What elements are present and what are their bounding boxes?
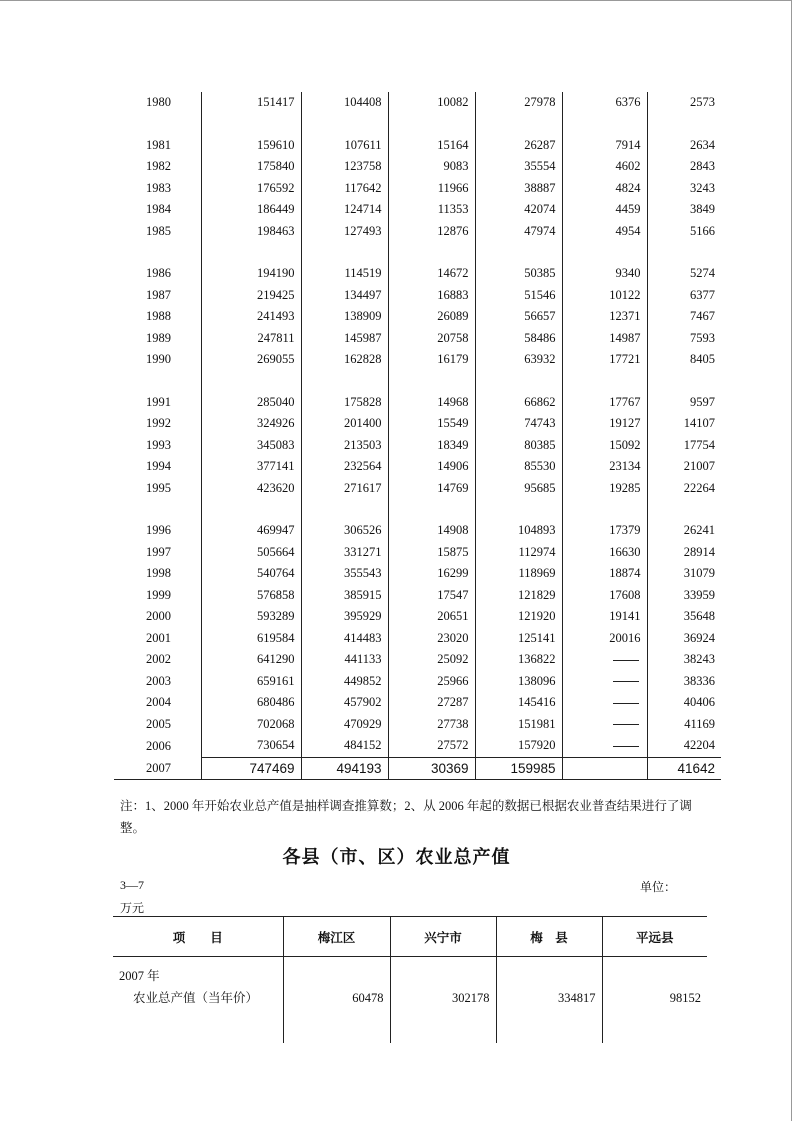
table-row <box>114 285 721 307</box>
year-cell: 1984 <box>146 202 171 217</box>
value-cell: 117642 <box>301 178 388 200</box>
spacer-cell <box>647 114 721 135</box>
value-cell: 159610 <box>201 135 301 157</box>
value-cell: 27978 <box>475 92 562 114</box>
value-cell: 38336 <box>647 671 721 693</box>
dash-mark <box>613 703 639 704</box>
value-cell: 201400 <box>301 413 388 435</box>
value-cell: 123758 <box>301 156 388 178</box>
year-cell: 1998 <box>146 566 171 581</box>
spacer-cell <box>114 114 201 135</box>
table-row <box>114 456 721 478</box>
value-cell: 331271 <box>301 542 388 564</box>
table-row <box>114 585 721 607</box>
value-cell: 58486 <box>475 328 562 350</box>
value-cell: 659161 <box>201 671 301 693</box>
year-cell: 1985 <box>146 223 171 238</box>
value-cell: 576858 <box>201 585 301 607</box>
value-cell: 25092 <box>388 649 475 671</box>
value-cell: 18349 <box>388 435 475 457</box>
value-cell: 4602 <box>562 156 647 178</box>
value-cell: 28914 <box>647 542 721 564</box>
value-cell: 22264 <box>647 478 721 500</box>
table-row <box>114 199 721 221</box>
table-row <box>114 542 721 564</box>
year-cell: 2007 <box>114 757 201 780</box>
value-xingning: 302178 <box>390 957 496 1044</box>
value-cell: 385915 <box>301 585 388 607</box>
value-cell: 36924 <box>647 628 721 650</box>
spacer-cell <box>301 242 388 263</box>
unit-value: 万元 <box>120 901 145 915</box>
value-cell: 619584 <box>201 628 301 650</box>
year-cell: 1980 <box>146 95 171 110</box>
value-cell: 285040 <box>201 392 301 414</box>
table-row <box>114 349 721 371</box>
value-cell: 38887 <box>475 178 562 200</box>
value-cell: 2843 <box>647 156 721 178</box>
value-cell: 198463 <box>201 221 301 243</box>
value-cell: 162828 <box>301 349 388 371</box>
year-cell: 2000 <box>146 609 171 624</box>
row-label-cell <box>113 957 283 1044</box>
value-cell: 14968 <box>388 392 475 414</box>
value-cell: 9083 <box>388 156 475 178</box>
year-cell: 1993 <box>146 437 171 452</box>
value-cell <box>562 735 647 757</box>
value-cell: 134497 <box>301 285 388 307</box>
row-label: 农业总产值（当年价） <box>133 991 259 1005</box>
value-cell: 232564 <box>301 456 388 478</box>
value-cell: 23134 <box>562 456 647 478</box>
value-cell: 12876 <box>388 221 475 243</box>
value-cell: 21007 <box>647 456 721 478</box>
county-output-table <box>113 916 707 1043</box>
value-cell: 145416 <box>475 692 562 714</box>
value-cell: 107611 <box>301 135 388 157</box>
value-cell: 127493 <box>301 221 388 243</box>
value-cell: 7467 <box>647 306 721 328</box>
row-group-label: 2007 年 <box>119 969 160 983</box>
year-cell: 1991 <box>146 394 171 409</box>
value-cell: 63932 <box>475 349 562 371</box>
spacer-cell <box>301 371 388 392</box>
value-cell: 74743 <box>475 413 562 435</box>
value-cell: 441133 <box>301 649 388 671</box>
value-cell: 66862 <box>475 392 562 414</box>
spacer-cell <box>114 242 201 263</box>
year-cell: 1983 <box>146 180 171 195</box>
value-cell: 484152 <box>301 735 388 757</box>
value-cell: 3849 <box>647 199 721 221</box>
value-cell <box>562 649 647 671</box>
value-cell: 41169 <box>647 714 721 736</box>
year-cell: 2001 <box>146 630 171 645</box>
dash-mark <box>613 681 639 682</box>
value-cell: 47974 <box>475 221 562 243</box>
table-row <box>114 135 721 157</box>
table-row <box>114 478 721 500</box>
value-cell: 702068 <box>201 714 301 736</box>
value-cell <box>562 757 647 780</box>
value-cell <box>562 714 647 736</box>
value-cell: 17754 <box>647 435 721 457</box>
year-cell: 1995 <box>146 480 171 495</box>
table-note: 注：1、2000 年开始农业总产值是抽样调查推算数；2、从 2006 年起的数据已根据农业普查结果进行了调整。 <box>120 799 692 835</box>
year-cell: 2002 <box>146 652 171 667</box>
value-cell: 151981 <box>475 714 562 736</box>
table-row <box>114 628 721 650</box>
year-cell: 1994 <box>146 459 171 474</box>
table-row <box>114 328 721 350</box>
value-cell <box>562 692 647 714</box>
value-cell: 5166 <box>647 221 721 243</box>
value-cell: 194190 <box>201 263 301 285</box>
value-cell: 16299 <box>388 563 475 585</box>
value-cell: 324926 <box>201 413 301 435</box>
value-cell: 355543 <box>301 563 388 585</box>
value-cell: 14672 <box>388 263 475 285</box>
value-cell: 20651 <box>388 606 475 628</box>
year-cell: 1999 <box>146 587 171 602</box>
value-cell: 85530 <box>475 456 562 478</box>
year-cell: 1992 <box>146 416 171 431</box>
value-cell: 16883 <box>388 285 475 307</box>
value-cell: 505664 <box>201 542 301 564</box>
value-cell: 125141 <box>475 628 562 650</box>
table-row <box>114 735 721 757</box>
value-cell: 175840 <box>201 156 301 178</box>
spacer-cell <box>114 371 201 392</box>
spacer-cell <box>562 242 647 263</box>
value-cell: 423620 <box>201 478 301 500</box>
year-cell: 2004 <box>146 695 171 710</box>
value-cell: 15875 <box>388 542 475 564</box>
table-row <box>114 757 721 780</box>
value-cell: 38243 <box>647 649 721 671</box>
value-cell: 306526 <box>301 520 388 542</box>
dash-mark <box>613 746 639 747</box>
value-cell: 157920 <box>475 735 562 757</box>
table-row <box>114 178 721 200</box>
value-cell: 104893 <box>475 520 562 542</box>
year-cell: 2005 <box>146 716 171 731</box>
value-cell: 345083 <box>201 435 301 457</box>
spacer-cell <box>647 371 721 392</box>
value-cell: 449852 <box>301 671 388 693</box>
spacer-cell <box>388 114 475 135</box>
value-cell: 213503 <box>301 435 388 457</box>
value-cell: 747469 <box>201 757 301 780</box>
value-cell: 95685 <box>475 478 562 500</box>
spacer-cell <box>647 499 721 520</box>
table-row <box>113 957 707 1044</box>
table-row <box>114 692 721 714</box>
table-row <box>114 649 721 671</box>
value-cell: 6377 <box>647 285 721 307</box>
value-cell: 136822 <box>475 649 562 671</box>
value-cell: 41642 <box>647 757 721 780</box>
spacer-cell <box>647 242 721 263</box>
value-cell: 42074 <box>475 199 562 221</box>
spacer-cell <box>201 114 301 135</box>
table-number: 3—7 <box>120 878 144 892</box>
value-cell: 4824 <box>562 178 647 200</box>
table-row <box>114 392 721 414</box>
value-pingyuan: 98152 <box>602 957 707 1044</box>
historical-output-table <box>114 92 721 780</box>
value-cell: 2573 <box>647 92 721 114</box>
dash-mark <box>613 724 639 725</box>
value-cell: 14987 <box>562 328 647 350</box>
value-cell: 271617 <box>301 478 388 500</box>
value-cell: 26287 <box>475 135 562 157</box>
value-cell: 17379 <box>562 520 647 542</box>
header-meixian: 梅 县 <box>496 917 602 957</box>
value-cell: 25966 <box>388 671 475 693</box>
value-cell: 23020 <box>388 628 475 650</box>
value-cell: 26241 <box>647 520 721 542</box>
table-row <box>114 671 721 693</box>
year-cell: 1987 <box>146 287 171 302</box>
value-cell: 27738 <box>388 714 475 736</box>
value-meixian: 334817 <box>496 957 602 1044</box>
value-cell: 219425 <box>201 285 301 307</box>
value-cell: 50385 <box>475 263 562 285</box>
unit-label: 单位： <box>640 880 677 894</box>
value-cell: 4954 <box>562 221 647 243</box>
value-cell: 470929 <box>301 714 388 736</box>
value-cell: 11966 <box>388 178 475 200</box>
table-row <box>114 435 721 457</box>
year-cell: 1986 <box>146 266 171 281</box>
value-cell: 112974 <box>475 542 562 564</box>
value-cell: 12371 <box>562 306 647 328</box>
value-cell: 124714 <box>301 199 388 221</box>
spacer-cell <box>388 371 475 392</box>
year-cell: 2006 <box>146 738 171 753</box>
spacer-cell <box>114 499 201 520</box>
value-cell: 14769 <box>388 478 475 500</box>
value-cell: 269055 <box>201 349 301 371</box>
year-cell: 1989 <box>146 330 171 345</box>
year-cell: 1982 <box>146 159 171 174</box>
value-cell: 14107 <box>647 413 721 435</box>
value-cell: 469947 <box>201 520 301 542</box>
value-cell: 19141 <box>562 606 647 628</box>
table-row <box>114 221 721 243</box>
spacer-cell <box>388 499 475 520</box>
header-xingning: 兴宁市 <box>390 917 496 957</box>
value-cell: 2634 <box>647 135 721 157</box>
value-cell: 4459 <box>562 199 647 221</box>
value-cell: 14906 <box>388 456 475 478</box>
value-cell: 16630 <box>562 542 647 564</box>
value-cell: 15164 <box>388 135 475 157</box>
value-cell: 19285 <box>562 478 647 500</box>
value-cell: 145987 <box>301 328 388 350</box>
spacer-cell <box>475 114 562 135</box>
spacer-row <box>114 499 721 520</box>
table-row <box>114 263 721 285</box>
value-cell: 26089 <box>388 306 475 328</box>
spacer-cell <box>475 242 562 263</box>
value-cell: 7914 <box>562 135 647 157</box>
spacer-cell <box>201 499 301 520</box>
table-row <box>114 156 721 178</box>
table-row <box>114 92 721 114</box>
value-cell: 11353 <box>388 199 475 221</box>
value-cell: 16179 <box>388 349 475 371</box>
year-cell: 2003 <box>146 673 171 688</box>
header-pingyuan: 平远县 <box>602 917 707 957</box>
value-cell: 104408 <box>301 92 388 114</box>
spacer-row <box>114 242 721 263</box>
value-cell: 42204 <box>647 735 721 757</box>
value-cell: 593289 <box>201 606 301 628</box>
value-cell: 186449 <box>201 199 301 221</box>
spacer-cell <box>475 371 562 392</box>
value-cell: 17547 <box>388 585 475 607</box>
value-cell: 540764 <box>201 563 301 585</box>
value-cell: 5274 <box>647 263 721 285</box>
year-cell: 1997 <box>146 544 171 559</box>
value-cell: 14908 <box>388 520 475 542</box>
value-cell: 680486 <box>201 692 301 714</box>
value-cell: 121829 <box>475 585 562 607</box>
spacer-row <box>114 371 721 392</box>
value-cell: 17767 <box>562 392 647 414</box>
section-title: 各县（市、区）农业总产值 <box>282 847 511 867</box>
spacer-cell <box>201 242 301 263</box>
value-cell: 151417 <box>201 92 301 114</box>
spacer-cell <box>301 114 388 135</box>
spacer-cell <box>475 499 562 520</box>
value-cell: 118969 <box>475 563 562 585</box>
value-cell: 20016 <box>562 628 647 650</box>
table-row <box>114 563 721 585</box>
table-row <box>114 606 721 628</box>
table-row <box>114 306 721 328</box>
value-cell: 40406 <box>647 692 721 714</box>
value-cell <box>562 671 647 693</box>
value-cell: 31079 <box>647 563 721 585</box>
spacer-cell <box>562 114 647 135</box>
spacer-cell <box>562 499 647 520</box>
spacer-cell <box>562 371 647 392</box>
value-cell: 114519 <box>301 263 388 285</box>
header-item: 项 目 <box>113 917 283 957</box>
value-cell: 395929 <box>301 606 388 628</box>
value-cell: 18874 <box>562 563 647 585</box>
value-cell: 7593 <box>647 328 721 350</box>
value-cell: 3243 <box>647 178 721 200</box>
value-cell: 175828 <box>301 392 388 414</box>
value-cell: 15549 <box>388 413 475 435</box>
header-row <box>113 917 707 957</box>
year-cell: 1981 <box>146 137 171 152</box>
value-cell: 30369 <box>388 757 475 780</box>
value-cell: 159985 <box>475 757 562 780</box>
value-meijiang: 60478 <box>283 957 390 1044</box>
value-cell: 10082 <box>388 92 475 114</box>
spacer-row <box>114 114 721 135</box>
header-meijiang: 梅江区 <box>283 917 390 957</box>
value-cell: 138909 <box>301 306 388 328</box>
value-cell: 15092 <box>562 435 647 457</box>
value-cell: 10122 <box>562 285 647 307</box>
value-cell: 51546 <box>475 285 562 307</box>
value-cell: 494193 <box>301 757 388 780</box>
value-cell: 20758 <box>388 328 475 350</box>
value-cell: 121920 <box>475 606 562 628</box>
value-cell: 6376 <box>562 92 647 114</box>
spacer-cell <box>301 499 388 520</box>
value-cell: 457902 <box>301 692 388 714</box>
value-cell: 33959 <box>647 585 721 607</box>
value-cell: 35554 <box>475 156 562 178</box>
table-row <box>114 714 721 736</box>
table-row <box>114 413 721 435</box>
spacer-cell <box>388 242 475 263</box>
value-cell: 56657 <box>475 306 562 328</box>
value-cell: 17721 <box>562 349 647 371</box>
dash-mark <box>613 660 639 661</box>
value-cell: 19127 <box>562 413 647 435</box>
year-cell: 1996 <box>146 523 171 538</box>
year-cell: 1988 <box>146 309 171 324</box>
value-cell: 241493 <box>201 306 301 328</box>
value-cell: 8405 <box>647 349 721 371</box>
value-cell: 35648 <box>647 606 721 628</box>
value-cell: 176592 <box>201 178 301 200</box>
value-cell: 730654 <box>201 735 301 757</box>
value-cell: 9597 <box>647 392 721 414</box>
value-cell: 80385 <box>475 435 562 457</box>
value-cell: 27287 <box>388 692 475 714</box>
value-cell: 414483 <box>301 628 388 650</box>
year-cell: 1990 <box>146 352 171 367</box>
value-cell: 17608 <box>562 585 647 607</box>
value-cell: 27572 <box>388 735 475 757</box>
value-cell: 247811 <box>201 328 301 350</box>
value-cell: 641290 <box>201 649 301 671</box>
value-cell: 377141 <box>201 456 301 478</box>
value-cell: 138096 <box>475 671 562 693</box>
spacer-cell <box>201 371 301 392</box>
table-row <box>114 520 721 542</box>
value-cell: 9340 <box>562 263 647 285</box>
